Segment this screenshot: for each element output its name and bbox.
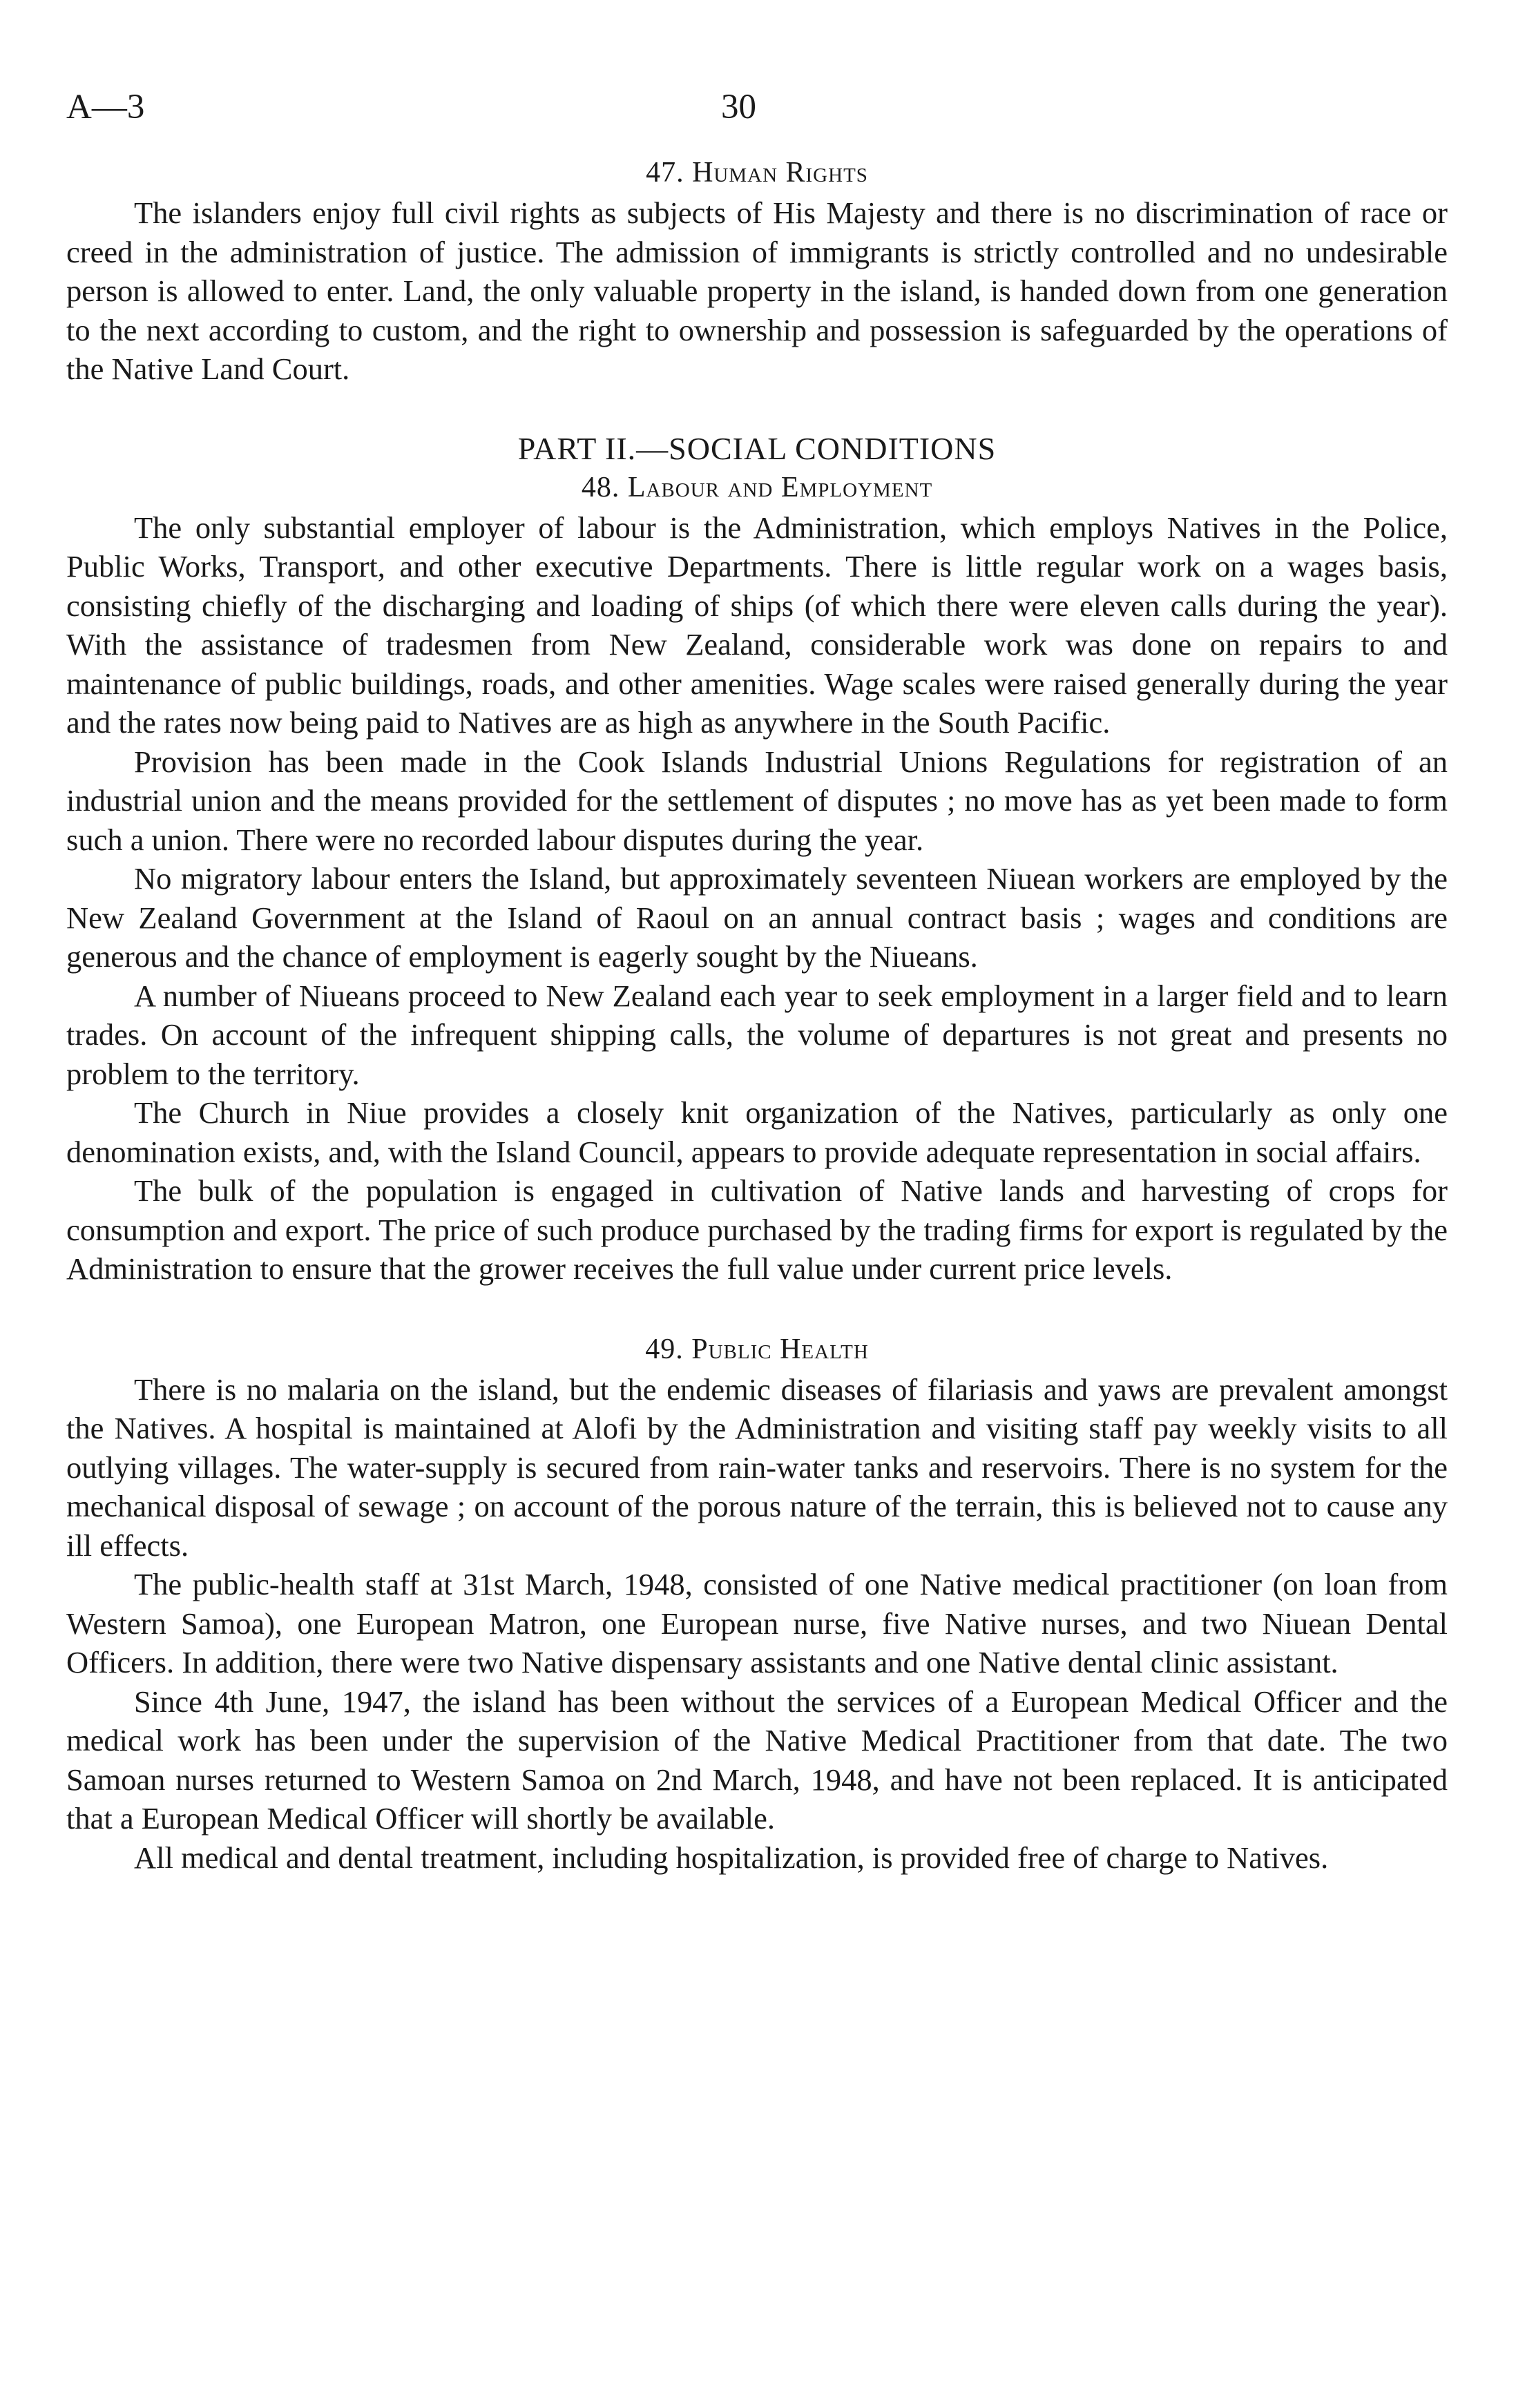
part-heading: PART II.—SOCIAL CONDITIONS — [517, 430, 997, 466]
paragraph: The islanders enjoy full civil rights as subjects of His Majesty and there is no discrimination of race or creed in the administration of justice. The admission of immigrants is strictly controlled and no undesirable person is allowed to enter. Land, the only valuable property in the island, is handed down from one generation to the next according to custom, and the right to ownership and possession is safeguarded by the operations of the Native Land Court. — [66, 195, 1448, 386]
section-public-health — [66, 1333, 1448, 1878]
section-heading-labour — [66, 471, 1448, 504]
section-heading-human-rights — [66, 156, 1448, 189]
paragraph: Since 4th June, 1947, the island has been without the services of a European Medical Officer and the medical work has been under the supervision of the Native Medical Practitioner from that date. The two Samoan nurses returned to Western Samoa on 2nd March, 1948, and have not been replaced. It is anticipated that a European Medical Officer will shortly be available. — [66, 1684, 1448, 1836]
section-title: Public Health — [691, 1333, 869, 1365]
paragraph: There is no malaria on the island, but the endemic diseases of filariasis and yaws are prevalent amongst the Natives. A hospital is maintained at Alofi by the Administration and visiting staff pay weekly visits to all outlying villages. The water-supply is secured from rain-water tanks and reservoirs. There is no system for the mechanical disposal of sewage ; on account of the porous nature of the terrain, this is believed not to cause any ill effects. — [66, 1371, 1448, 1563]
page-header — [66, 83, 1448, 131]
section-title: Labour and Employment — [627, 471, 933, 503]
section-number: 47. — [646, 157, 684, 189]
paragraph: No migratory labour enters the Island, but approximately seventeen Niuean workers are employed by the New Zealand Government at the Island of Raoul on an annual contract basis ; wages and conditions are generous and the chance of employment is eagerly sought by the Niueans. — [66, 861, 1448, 974]
section-title: Human Rights — [692, 157, 868, 189]
paragraph: The only substantial employer of labour is the Administration, which employs Natives in the Police, Public Works, Transport, and other executive Departments. There is little regular work on a wages basis, consisting chiefly of the discharging and loading of ships (of which there were eleven calls during the year). With the assistance of tradesmen from New Zealand, considerable work was done on repairs to and maintenance of public buildings, roads, and other amenities. Wage scales were raised generally during the year and the rates now being paid to Natives are as high as anywhere in the South Pacific. — [66, 510, 1448, 740]
section-number: 49. — [645, 1333, 684, 1365]
paragraph: Provision has been made in the Cook Islands Industrial Unions Regulations for registration of an industrial union and the means provided for the settlement of disputes ; no move has as yet been made to form such a union. There were no recorded labour disputes during the year. — [66, 744, 1448, 857]
paragraph: All medical and dental treatment, including hospitalization, is provided free of charge to Natives. — [134, 1840, 1329, 1875]
paragraph: The public-health staff at 31st March, 1948, consisted of one Native medical practitioner (on loan from Western Samoa), one European Matron, one European nurse, five Native nurses, and two Niuean Dental Officers. In addition, there were two Native dispensary assistants and one Native dental clinic assistant. — [66, 1567, 1448, 1679]
section-number: 48. — [581, 471, 620, 503]
document-page — [66, 83, 1448, 1877]
paragraph: The Church in Niue provides a closely knit organization of the Natives, particularly as only one denomination exists, and, with the Island Council, appears to provide adequate representation in social affairs. — [66, 1095, 1448, 1169]
section-human-rights — [66, 156, 1448, 389]
section-labour-employment — [66, 471, 1448, 1289]
paragraph: The bulk of the population is engaged in cultivation of Native lands and harvesting of crops for consumption and export. The price of such produce purchased by the trading firms for export is regulated by the Administration to ensure that the grower receives the full value under current price levels. — [66, 1173, 1448, 1286]
page-number: 30 — [721, 88, 756, 126]
document-reference: A—3 — [66, 88, 145, 126]
paragraph: A number of Niueans proceed to New Zealand each year to seek employment in a larger field and to learn trades. On account of the infrequent shipping calls, the volume of departures is not great and presents no problem to the territory. — [66, 978, 1448, 1091]
section-heading-public-health — [66, 1333, 1448, 1366]
